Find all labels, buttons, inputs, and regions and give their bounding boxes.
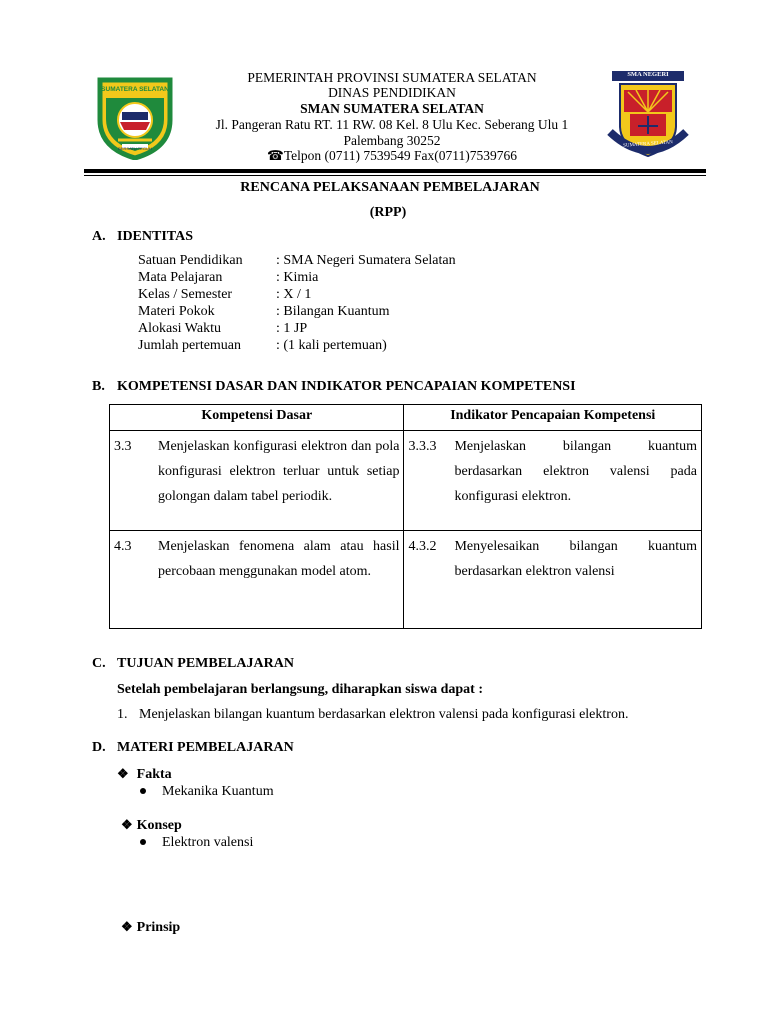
identity-label: Satuan Pendidikan bbox=[138, 253, 243, 268]
section-c-heading: C. TUJUAN PEMBELAJARAN bbox=[92, 656, 294, 671]
telephone-icon: ☎ bbox=[267, 148, 284, 163]
letterhead-government: PEMERINTAH PROVINSI SUMATERA SELATAN bbox=[247, 70, 537, 85]
document-title: RENCANA PELAKSANAAN PEMBELAJARAN bbox=[240, 180, 540, 195]
kd-number: 4.3 bbox=[114, 539, 132, 554]
objective-intro: Setelah pembelajaran berlangsung, diharapkan siswa dapat : bbox=[117, 682, 484, 697]
identity-value: : (1 kali pertemuan) bbox=[276, 338, 387, 353]
identity-value: : SMA Negeri Sumatera Selatan bbox=[276, 253, 456, 268]
bullet-icon bbox=[140, 839, 146, 845]
identity-value: : Kimia bbox=[276, 270, 319, 285]
section-b-heading: B. KOMPETENSI DASAR DAN INDIKATOR PENCAPAIAN KOMPETENSI bbox=[92, 379, 576, 394]
identity-label: Jumlah pertemuan bbox=[138, 338, 242, 353]
identity-label: Materi Pokok bbox=[138, 304, 215, 319]
identity-label: Alokasi Waktu bbox=[138, 321, 221, 336]
table-row bbox=[110, 431, 702, 531]
letterhead-contact bbox=[8, 148, 768, 164]
table-row bbox=[110, 531, 702, 629]
letterhead-school-name: SMAN SUMATERA SELATAN bbox=[300, 101, 484, 116]
diamond-bullet-icon: ❖ bbox=[121, 817, 133, 832]
kd-text: Menjelaskan konfigurasi elektron dan pola konfigurasi elektron terluar untuk setiap golongan dalam tabel periodik. bbox=[158, 439, 400, 504]
material-konsep: ❖ Konsep bbox=[121, 817, 182, 833]
letterhead-city: Palembang 30252 bbox=[343, 133, 441, 148]
letterhead-department: DINAS PENDIDIKAN bbox=[328, 85, 456, 100]
ipk-number: 4.3.2 bbox=[408, 539, 437, 554]
document-subtitle: (RPP) bbox=[369, 205, 407, 220]
left-logo-label: SUMATERA SELATAN bbox=[101, 86, 169, 93]
table-header-kd: Kompetensi Dasar bbox=[110, 405, 404, 431]
list-item: Elektron valensi bbox=[140, 835, 253, 851]
competency-table bbox=[109, 404, 702, 629]
letterhead-rule-thick bbox=[84, 169, 706, 173]
ipk-text: Menjelaskan bilangan kuantum berdasarkan elektron valensi pada konfigurasi elektron. bbox=[454, 439, 697, 504]
identity-label: Kelas / Semester bbox=[138, 287, 233, 302]
table-header-ipk: Indikator Pencapaian Kompetensi bbox=[404, 405, 702, 431]
list-item: Mekanika Kuantum bbox=[140, 784, 274, 800]
section-a-heading: A. IDENTITAS bbox=[92, 229, 193, 244]
kd-text: Menjelaskan fenomena alam atau hasil percobaan menggunakan model atom. bbox=[158, 539, 400, 579]
identity-label: Mata Pelajaran bbox=[138, 270, 223, 285]
ipk-text: Menyelesaikan bilangan kuantum berdasarkan elektron valensi bbox=[454, 539, 697, 579]
diamond-bullet-icon: ❖ bbox=[117, 766, 129, 781]
diamond-bullet-icon: ❖ bbox=[121, 919, 133, 934]
right-logo-bottom-label: SUMATERA SELATAN bbox=[623, 140, 673, 149]
bullet-icon bbox=[140, 788, 146, 794]
material-prinsip: ❖ Prinsip bbox=[121, 919, 181, 935]
left-logo-motto: BERSATU TEGUH bbox=[118, 146, 152, 151]
identity-value: : 1 JP bbox=[276, 321, 308, 336]
identity-value: : Bilangan Kuantum bbox=[276, 304, 390, 319]
right-logo-top-label: SMA NEGERI bbox=[627, 71, 669, 78]
letterhead-address: Jl. Pangeran Ratu RT. 11 RW. 08 Kel. 8 Ulu Kec. Seberang Ulu 1 bbox=[215, 117, 569, 132]
letterhead-rule-thin bbox=[84, 175, 706, 176]
list-item: 1. Menjelaskan bilangan kuantum berdasarkan elektron valensi pada konfigurasi elektron. bbox=[117, 707, 629, 722]
identity-value: : X / 1 bbox=[276, 287, 312, 302]
letterhead-phone: Telpon (0711) 7539549 Fax(0711)7539766 bbox=[283, 148, 517, 163]
section-d-heading: D. MATERI PEMBELAJARAN bbox=[92, 740, 294, 755]
kd-number: 3.3 bbox=[114, 439, 132, 454]
material-fakta: ❖ Fakta bbox=[117, 766, 172, 782]
ipk-number: 3.3.3 bbox=[408, 439, 437, 454]
